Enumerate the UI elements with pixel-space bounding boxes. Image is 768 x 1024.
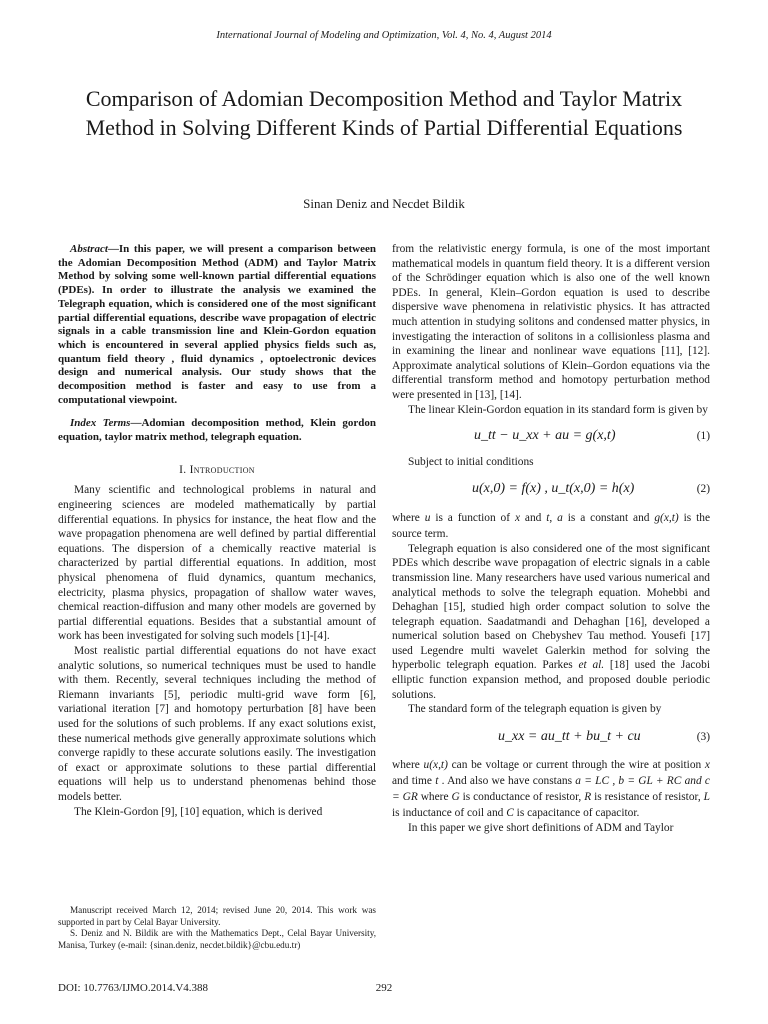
where-text-2: where u(x,t) can be voltage or current through the wire at position x and time t . And also we have constans a = LC , b = GL + RC and c = GR where G is conductance of resistor, R is resistance of resistor, L is inductance of coil and C is capacitance of capacitor. bbox=[392, 758, 710, 819]
abstract-lead: Abstract bbox=[70, 243, 108, 255]
index-terms bbox=[58, 417, 376, 444]
intro-paragraph-2: Most realistic partial differential equations do not have exact analytic solutions, so numerical techniques must be used to handle with them. Recently, several techniques including the method of Riemann invariants [5], periodic multi-grid wave form [6], variational iteration [7] and homotopy perturbation [8] have been used for the solutions of such problems. If any exact solutions exist, these numerical methods give generally approximate solutions which converge rapidly to these accurate solutions easily. The investigation of exact or approximate solutions to these partial differential equations will help us to understand phenomenas behind those models better. bbox=[58, 644, 376, 803]
paper-title: Comparison of Adomian Decomposition Method and Taylor Matrix Method in Solving Different Kinds of Partial Differential Equations bbox=[85, 86, 683, 140]
right-paragraph-4: The standard form of the telegraph equation is given by bbox=[408, 703, 662, 716]
abstract bbox=[58, 243, 376, 407]
doi: DOI: 10.7763/IJMO.2014.V4.388 bbox=[58, 982, 209, 994]
equation-3-body: u_xx = au_tt + bu_t + cu bbox=[498, 728, 641, 744]
abstract-text: —In this paper, we will present a comparison between the Adomian Decomposition Method (ADM) and Taylor Matrix Method by solving some well-known partial differential equations (PDEs). In order to illustrate the analysis we examined the Telegraph equation, which is considered one of the most significant partial differential equations, describe wave propagation of electric signals in a cable transmission line and Klein-Gordon equation which is encountered in several applied physics fields such as, quantum field theory , fluid dynamics , optoelectronic devices design and numerical analysis. Our study shows that the decomposition method is faster and easy to use from a computational viewpoint. bbox=[58, 243, 376, 406]
equation-1-body: u_tt − u_xx + au = g(x,t) bbox=[474, 427, 616, 443]
right-column bbox=[392, 242, 710, 835]
right-paragraph-5: In this paper we give short definitions of ADM and Taylor bbox=[408, 821, 674, 834]
equation-3-number: (3) bbox=[696, 730, 710, 743]
footnote-1: Manuscript received March 12, 2014; revised June 20, 2014. This work was supported in part by Celal Bayar University. bbox=[58, 905, 376, 927]
intro-paragraph-3: The Klein-Gordon [9], [10] equation, which is derived bbox=[74, 805, 323, 818]
section-heading bbox=[58, 463, 376, 478]
paper-authors: Sinan Deniz and Necdet Bildik bbox=[303, 196, 465, 211]
right-paragraph-3: Telegraph equation is also considered one of the most significant PDEs which describe wave propagation of electric signals in a cable transmission line. Many researchers have used various numerical and analytical methods to solve the telegraph equation. Mohebbi and Dehaghan [15], studied high order compact solution to solve the telegraph equation. Saadatmandi and Dehaghan [16], developed a numerical solution based on Chebyshev Tau method. Yousefi [17] used Legendre multi wavelet Galerkin method for solving the hyperbolic telegraph equation. Parkes et al. [18] used the Jacobi elliptic function expansion method, and proposed double periodic solutions. bbox=[392, 542, 710, 701]
left-column bbox=[58, 243, 376, 819]
section-title: Introduction bbox=[189, 463, 255, 476]
right-paragraph-1: from the relativistic energy formula, is one of the most important mathematical models in quantum field theory. It is a different version of the Schrödinger equation which is also one of the well known PDEs. In general, Klein–Gordon equation is used to describe dispersive wave phenomena in relativistic physics. It has attracted much attention in studying solitons and condensed matter physics, in investigating the interaction of solitons in a collisionless plasma and in examining the linear and nonlinear wave equations [11], [12]. Approximate analytical solutions of Klein–Gordon equations via the differential transform method and homotopy perturbation method were presented in [13], [14]. bbox=[392, 243, 710, 401]
intro-paragraph-1: Many scientific and technological problems in natural and engineering sciences are modeled mathematically by partial differential equations. In physics for instance, the heat flow and the wave propagation phenomena are well defined by partial differential equations. The dispersion of a chemically reactive material is characterized by partial differential equations. In addition, most physical phenomena of fluid dynamics, quantum mechanics, electricity, plasma physics, propagation of shallow water waves, chemical reaction-diffusion and many other models are governed by partial differential equations. Besides that a substantial amount of work has been investigated for solving such models [1]-[4]. bbox=[58, 484, 376, 643]
index-terms-lead: Index Terms bbox=[70, 417, 131, 430]
equation-1-number: (1) bbox=[696, 429, 710, 442]
index-terms-text: —Adomian decomposition method, Klein gordon equation, taylor matrix method, telegraph equation. bbox=[58, 417, 376, 444]
where-text-1: where u is a function of x and t, a is a constant and g(x,t) is the source term. bbox=[392, 511, 711, 540]
page-number: 292 bbox=[375, 982, 393, 994]
equation-2-number: (2) bbox=[696, 483, 710, 496]
section-number: I. bbox=[179, 463, 187, 476]
journal-header: International Journal of Modeling and Optimization, Vol. 4, No. 4, August 2014 bbox=[216, 30, 552, 41]
subject-to-text: Subject to initial conditions bbox=[408, 456, 534, 469]
equation-1 bbox=[392, 417, 710, 455]
footnotes bbox=[58, 905, 376, 951]
equation-3 bbox=[392, 717, 710, 757]
right-paragraph-2: The linear Klein-Gordon equation in its standard form is given by bbox=[408, 403, 708, 416]
footnote-2: S. Deniz and N. Bildik are with the Mathematics Dept., Celal Bayar University, Manisa, Turkey (e-mail: {sinan.deniz, necdet.bildik}@cbu.edu.tr) bbox=[58, 928, 376, 950]
equation-2-body: u(x,0) = f(x) , u_t(x,0) = h(x) bbox=[472, 481, 635, 497]
equation-2 bbox=[392, 470, 710, 510]
